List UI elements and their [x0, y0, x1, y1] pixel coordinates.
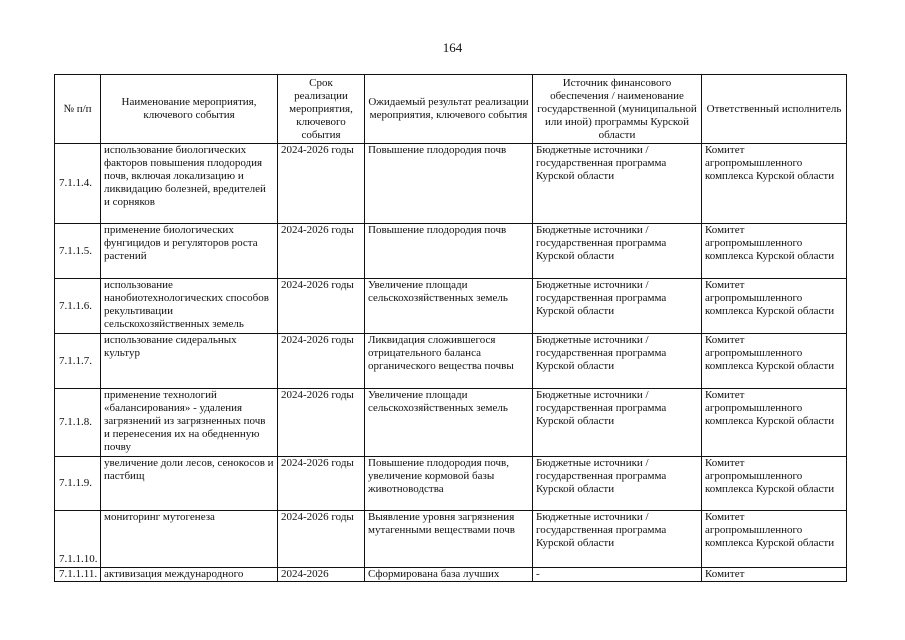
row-expected-result: Увеличение площади сельскохозяйственных земель — [365, 279, 533, 334]
row-event-name: активизация международного — [101, 568, 278, 582]
row-funding-source: - — [533, 568, 702, 582]
row-event-name: применение технологий «балансирования» - удаления загрязнений из загрязненных почв и перенесения их на обедненную почву — [101, 389, 278, 457]
row-number: 7.1.1.6. — [55, 279, 101, 334]
table-row — [55, 334, 847, 389]
row-term: 2024-2026 — [278, 568, 365, 582]
table-row — [55, 144, 847, 224]
header-executor: Ответственный исполнитель — [702, 75, 847, 144]
row-term: 2024-2026 годы — [278, 511, 365, 568]
row-expected-result: Ликвидация сложившегося отрицательного баланса органического вещества почвы — [365, 334, 533, 389]
header-expected-result: Ожидаемый результат реализации мероприятия, ключевого события — [365, 75, 533, 144]
header-event-name: Наименование мероприятия, ключевого события — [101, 75, 278, 144]
table-row — [55, 457, 847, 511]
row-executor: Комитет агропромышленного комплекса Курской области — [702, 457, 847, 511]
table-row — [55, 389, 847, 457]
row-funding-source: Бюджетные источники / государственная программа Курской области — [533, 389, 702, 457]
row-funding-source: Бюджетные источники / государственная программа Курской области — [533, 144, 702, 224]
row-executor: Комитет агропромышленного комплекса Курской области — [702, 334, 847, 389]
row-term: 2024-2026 годы — [278, 334, 365, 389]
header-row — [55, 75, 847, 144]
row-funding-source: Бюджетные источники / государственная программа Курской области — [533, 511, 702, 568]
row-expected-result: Увеличение площади сельскохозяйственных земель — [365, 389, 533, 457]
row-event-name: мониторинг мутогенеза — [101, 511, 278, 568]
table-row — [55, 511, 847, 568]
table-row — [55, 279, 847, 334]
row-executor: Комитет — [702, 568, 847, 582]
row-expected-result: Повышение плодородия почв — [365, 224, 533, 279]
row-event-name: использование биологических факторов повышения плодородия почв, включая локализацию и ликвидацию болезней, вредителей и сорняков — [101, 144, 278, 224]
row-funding-source: Бюджетные источники / государственная программа Курской области — [533, 334, 702, 389]
row-funding-source: Бюджетные источники / государственная программа Курской области — [533, 279, 702, 334]
row-event-name: использование нанобиотехнологических способов рекультивации сельскохозяйственных земель — [101, 279, 278, 334]
row-executor: Комитет агропромышленного комплекса Курской области — [702, 144, 847, 224]
table-row — [55, 224, 847, 279]
row-expected-result: Выявление уровня загрязнения мутагенными веществами почв — [365, 511, 533, 568]
row-number: 7.1.1.7. — [55, 334, 101, 389]
row-term: 2024-2026 годы — [278, 144, 365, 224]
header-term: Срок реализации мероприятия, ключевого события — [278, 75, 365, 144]
row-event-name: применение биологических фунгицидов и регуляторов роста растений — [101, 224, 278, 279]
row-event-name: увеличение доли лесов, сенокосов и пастбищ — [101, 457, 278, 511]
row-number: 7.1.1.8. — [55, 389, 101, 457]
row-executor: Комитет агропромышленного комплекса Курской области — [702, 511, 847, 568]
table-row — [55, 568, 847, 582]
row-number: 7.1.1.11. — [55, 568, 101, 582]
row-number: 7.1.1.5. — [55, 224, 101, 279]
row-event-name: использование сидеральных культур — [101, 334, 278, 389]
row-executor: Комитет агропромышленного комплекса Курской области — [702, 279, 847, 334]
row-term: 2024-2026 годы — [278, 457, 365, 511]
row-executor: Комитет агропромышленного комплекса Курской области — [702, 224, 847, 279]
row-executor: Комитет агропромышленного комплекса Курской области — [702, 389, 847, 457]
header-funding-source: Источник финансового обеспечения / наименование государственной (муниципальной или иной) программы Курской области — [533, 75, 702, 144]
events-table — [54, 74, 847, 582]
header-number: № п/п — [55, 75, 101, 144]
row-term: 2024-2026 годы — [278, 279, 365, 334]
row-funding-source: Бюджетные источники / государственная программа Курской области — [533, 457, 702, 511]
row-number: 7.1.1.10. — [55, 511, 101, 568]
row-funding-source: Бюджетные источники / государственная программа Курской области — [533, 224, 702, 279]
page-number: 164 — [442, 40, 463, 55]
row-number: 7.1.1.4. — [55, 144, 101, 224]
row-expected-result: Повышение плодородия почв — [365, 144, 533, 224]
row-expected-result: Сформирована база лучших — [365, 568, 533, 582]
row-term: 2024-2026 годы — [278, 389, 365, 457]
row-term: 2024-2026 годы — [278, 224, 365, 279]
row-expected-result: Повышение плодородия почв, увеличение кормовой базы животноводства — [365, 457, 533, 511]
row-number: 7.1.1.9. — [55, 457, 101, 511]
